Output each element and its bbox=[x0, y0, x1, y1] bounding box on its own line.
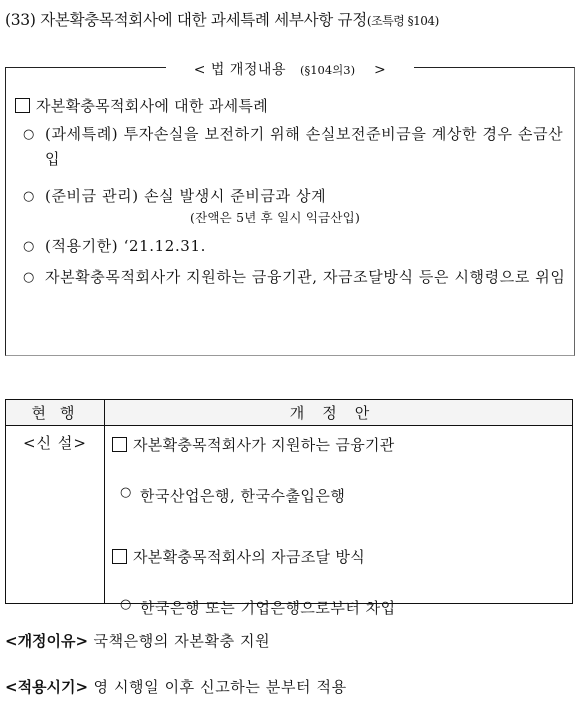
bullet-text: (적용기한) ‘21.12.31. bbox=[45, 237, 206, 255]
legend-text: < 법 개정내용 bbox=[180, 62, 300, 78]
table-header-row bbox=[6, 400, 572, 426]
box-legend bbox=[5, 59, 575, 79]
circle-bullet-icon: ○ bbox=[23, 270, 35, 285]
law-amendment-box bbox=[5, 59, 575, 356]
square-box-icon bbox=[15, 98, 30, 113]
proposed-bullet bbox=[112, 597, 566, 618]
legend-end: > bbox=[355, 62, 400, 78]
effective-line bbox=[5, 676, 347, 697]
effective-text: 영 시행일 이후 신고하는 분부터 적용 bbox=[93, 678, 347, 696]
current-cell: <신 설> bbox=[23, 434, 87, 452]
proposed-heading bbox=[112, 546, 566, 567]
square-box-icon bbox=[112, 437, 127, 452]
effective-label: <적용시기> bbox=[5, 678, 89, 696]
reason-line bbox=[5, 630, 270, 651]
box-heading bbox=[15, 95, 567, 116]
proposed-bullet-text: 한국산업은행, 한국수출입은행 bbox=[140, 487, 346, 505]
bullet-item bbox=[15, 184, 567, 227]
circle-bullet-icon: ○ bbox=[120, 485, 132, 500]
bullet-text: 자본확충목적회사가 지원하는 금융기관, 자금조달방식 등은 시행령으로 위임 bbox=[45, 268, 566, 286]
circle-bullet-icon: ○ bbox=[23, 127, 35, 142]
box-content bbox=[15, 95, 567, 290]
square-box-icon bbox=[112, 549, 127, 564]
proposed-heading-text: 자본확충목적회사가 지원하는 금융기관 bbox=[133, 436, 395, 454]
circle-bullet-icon: ○ bbox=[120, 597, 132, 612]
column-divider bbox=[104, 400, 105, 603]
bullet-item bbox=[15, 234, 567, 259]
section-title-main: (33) 자본확충목적회사에 대한 과세특례 세부사항 규정 bbox=[5, 11, 367, 29]
bullet-item bbox=[15, 265, 567, 290]
reason-text: 국책은행의 자본확충 지원 bbox=[93, 632, 271, 650]
legend-ref: (§104의3) bbox=[299, 63, 356, 77]
proposed-heading-text: 자본확충목적회사의 자금조달 방식 bbox=[133, 548, 365, 566]
section-title-ref: (조특령 §104) bbox=[366, 14, 439, 28]
proposed-bullet bbox=[112, 485, 566, 506]
proposed-cell bbox=[112, 434, 566, 618]
box-heading-text: 자본확충목적회사에 대한 과세특례 bbox=[36, 97, 268, 115]
bullet-item bbox=[15, 122, 567, 172]
bullet-text: (준비금 관리) 손실 발생시 준비금과 상계 bbox=[45, 187, 327, 205]
circle-bullet-icon: ○ bbox=[23, 189, 35, 204]
bullet-subnote: (잔액은 5년 후 일시 익금산입) bbox=[190, 210, 361, 225]
header-current: 현행 bbox=[31, 404, 89, 422]
proposed-heading bbox=[112, 434, 566, 455]
bullet-text: (과세특례) 투자손실을 보전하기 위해 손실보전준비금을 계상한 경우 손금산입 bbox=[45, 125, 564, 168]
comparison-table bbox=[5, 399, 573, 617]
circle-bullet-icon: ○ bbox=[23, 239, 35, 254]
header-proposed: 개정안 bbox=[289, 404, 388, 422]
section-title bbox=[5, 8, 575, 30]
reason-label: <개정이유> bbox=[5, 632, 89, 650]
proposed-bullet-text: 한국은행 또는 기업은행으로부터 차입 bbox=[140, 599, 396, 617]
